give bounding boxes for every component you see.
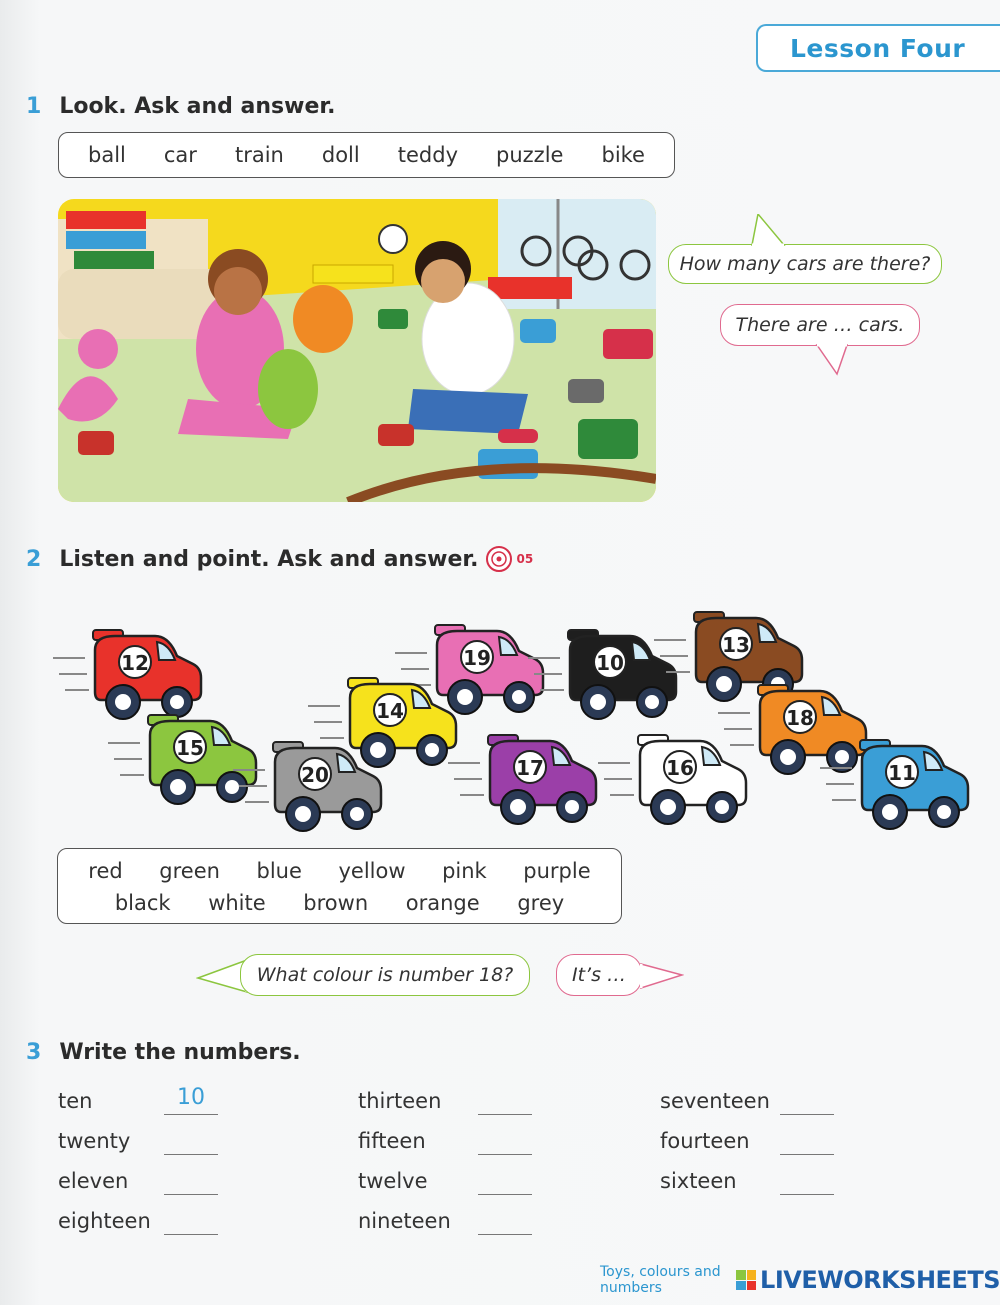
word-purple: purple: [523, 859, 591, 883]
colour-question-text: What colour is number 18?: [256, 964, 514, 986]
number-item-fifteen: [358, 1125, 658, 1159]
number-word: fourteen: [660, 1129, 750, 1153]
lesson-title: Lesson Four: [790, 33, 966, 63]
colour-word-box: [57, 848, 622, 924]
toy-word-row: [59, 133, 674, 177]
answer-blank-nineteen[interactable]: [478, 1205, 532, 1235]
number-item-sixteen: [660, 1165, 960, 1199]
colour-word-row-1: [58, 849, 621, 885]
playroom-illustration: [58, 199, 656, 502]
answer-blank-seventeen[interactable]: [780, 1085, 834, 1115]
race-cars-illustration: [50, 600, 970, 840]
number-word: thirteen: [358, 1089, 442, 1113]
race-car-number: 15: [176, 736, 204, 760]
footer-unit-text: Toys, colours and numbers: [600, 1264, 721, 1296]
number-item-eighteen: [58, 1205, 358, 1239]
liveworksheets-logo: [736, 1266, 1000, 1294]
answer-blank-twelve[interactable]: [478, 1165, 532, 1195]
word-puzzle: puzzle: [496, 143, 564, 167]
number-item-twelve: [358, 1165, 658, 1199]
lesson-tab: [756, 24, 1000, 72]
word-red: red: [88, 859, 123, 883]
toy-word-box: [58, 132, 675, 178]
race-car-18: [718, 685, 866, 774]
speech-bubble-answer-tail: [815, 344, 851, 376]
bubble-question-text: How many cars are there?: [679, 253, 931, 275]
bubble-answer-text: There are … cars.: [735, 314, 905, 336]
answer-blank-fifteen[interactable]: [478, 1125, 532, 1155]
race-car-12: [53, 630, 201, 719]
colour-word-row-2: [58, 885, 621, 921]
answer-blank-fourteen[interactable]: [780, 1125, 834, 1155]
word-teddy: teddy: [397, 143, 458, 167]
car-layer: [53, 612, 968, 831]
word-blue: blue: [256, 859, 302, 883]
exercise-1-title: [26, 94, 335, 119]
race-car-number: 17: [516, 756, 544, 780]
word-brown: brown: [303, 891, 369, 915]
race-car-number: 18: [786, 706, 814, 730]
number-item-fourteen: [660, 1125, 960, 1159]
number-word-list: [58, 1085, 878, 1255]
word-car: car: [163, 143, 197, 167]
speech-bubble-answer: [720, 304, 920, 346]
number-word: ten: [58, 1089, 93, 1113]
race-car-number: 19: [463, 646, 491, 670]
word-orange: orange: [405, 891, 480, 915]
number-word: sixteen: [660, 1169, 737, 1193]
number-item-twenty: [58, 1125, 358, 1159]
liveworksheets-brand-text: LIVEWORKSHEETS: [760, 1266, 1000, 1294]
number-word: fifteen: [358, 1129, 426, 1153]
exercise-3-number: 3: [26, 1040, 42, 1065]
exercise-1-instruction: Look. Ask and answer.: [59, 94, 336, 119]
number-item-thirteen: [358, 1085, 658, 1119]
speech-bubble-colour-answer: [556, 954, 642, 996]
speech-bubble-question-tail: [748, 214, 788, 246]
word-pink: pink: [442, 859, 487, 883]
word-green: green: [159, 859, 220, 883]
exercise-2-title: [26, 546, 533, 572]
race-car-17: [448, 735, 596, 824]
race-car-10: [528, 630, 676, 719]
number-word: twelve: [358, 1169, 428, 1193]
exercise-1-number: 1: [26, 94, 42, 119]
number-item-eleven: [58, 1165, 358, 1199]
colour-answer-text: It’s …: [571, 964, 627, 986]
number-item-ten: [58, 1085, 358, 1119]
race-car-number: 14: [376, 699, 404, 723]
answer-blank-eleven[interactable]: [164, 1165, 218, 1195]
answer-blank-thirteen[interactable]: [478, 1085, 532, 1115]
number-word: eleven: [58, 1169, 129, 1193]
answer-blank-ten[interactable]: 10: [164, 1085, 218, 1115]
exercise-3-instruction: Write the numbers.: [59, 1040, 301, 1065]
audio-cd-icon[interactable]: [486, 546, 512, 572]
number-word: eighteen: [58, 1209, 151, 1233]
word-ball: ball: [88, 143, 126, 167]
race-car-16: [598, 735, 746, 824]
word-grey: grey: [517, 891, 565, 915]
number-item-seventeen: [660, 1085, 960, 1119]
page-footer: [600, 1262, 1000, 1298]
answer-blank-sixteen[interactable]: [780, 1165, 834, 1195]
word-bike: bike: [601, 143, 645, 167]
colour-answer-tail: [640, 962, 684, 990]
number-word: seventeen: [660, 1089, 770, 1113]
playroom-scene-svg: [58, 199, 656, 502]
audio-track-number: 05: [516, 552, 534, 566]
speech-bubble-colour-question: [240, 954, 530, 996]
word-train: train: [234, 143, 284, 167]
word-yellow: yellow: [338, 859, 406, 883]
race-car-number: 20: [301, 763, 329, 787]
race-car-number: 11: [888, 761, 916, 785]
answer-blank-eighteen[interactable]: [164, 1205, 218, 1235]
word-white: white: [208, 891, 266, 915]
answer-blank-twenty[interactable]: [164, 1125, 218, 1155]
exercise-3-title: [26, 1040, 301, 1065]
word-doll: doll: [321, 143, 360, 167]
liveworksheets-logo-icon: [736, 1270, 756, 1290]
race-car-number: 13: [722, 633, 750, 657]
number-item-nineteen: [358, 1205, 658, 1239]
speech-bubble-question: [668, 244, 942, 284]
exercise-2-instruction: Listen and point. Ask and answer.: [59, 546, 479, 572]
race-car-15: [108, 715, 256, 804]
exercise-2-number: 2: [26, 546, 42, 572]
race-car-number: 16: [666, 756, 694, 780]
race-car-number: 10: [596, 651, 624, 675]
race-car-number: 12: [121, 651, 149, 675]
word-black: black: [114, 891, 171, 915]
number-word: twenty: [58, 1129, 131, 1153]
number-word: nineteen: [358, 1209, 451, 1233]
